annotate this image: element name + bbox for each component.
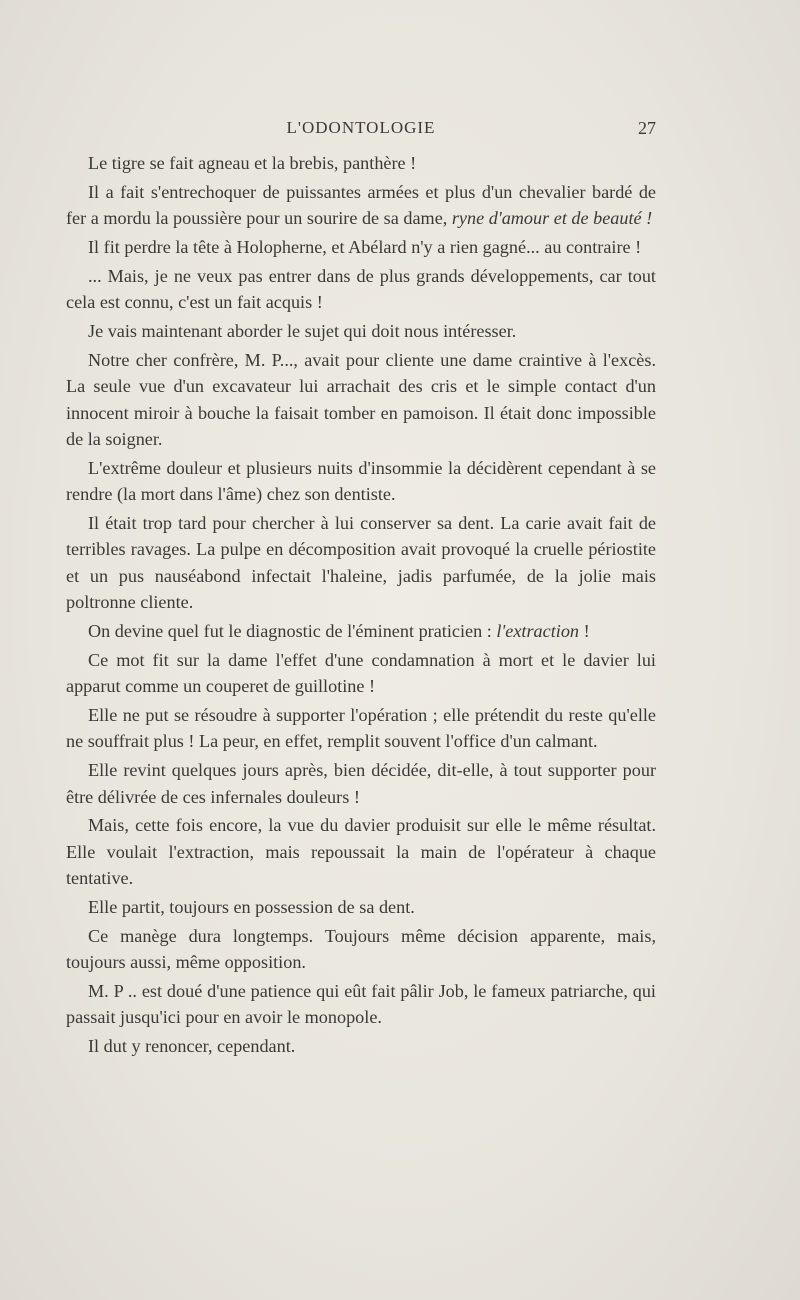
paragraph: Il dut y renoncer, cependant.: [88, 1036, 296, 1057]
paragraph: Notre cher confrère, M. P..., avait pour cliente une dame craintive à l'excès. La seule vue d'un excavateur lui arrachait des cris et le simple contact d'un innocent miroir à bouche la faisait tomber en pamoison. Il était donc impossible de la soigner.: [66, 349, 656, 450]
italic-phrase: l'extraction: [496, 621, 580, 642]
paragraph: Elle revint quelques jours après, bien décidée, dit-elle, à tout supporter pour être délivrée de ces infernales douleurs !: [66, 760, 656, 807]
running-title: L'ODONTOLOGIE: [286, 118, 436, 137]
paragraph: Il a fait s'entrechoquer de puissantes armées et plus d'un chevalier bardé de fer a mordu la poussière pour un sourire de sa dame, ryne d'amour et de beauté !: [66, 181, 656, 229]
paragraph: ... Mais, je ne veux pas entrer dans de plus grands développements, car tout cela est connu, c'est un fait acquis !: [66, 265, 656, 313]
paragraph: Je vais maintenant aborder le sujet qui doit nous intéresser.: [88, 321, 517, 341]
italic-phrase: ryne d'amour et de beauté !: [451, 208, 653, 229]
page-number: 27: [638, 118, 656, 138]
page-header: [66, 114, 656, 142]
body-text: [66, 150, 656, 1060]
paragraph: Elle partit, toujours en possession de sa dent.: [88, 897, 415, 918]
paragraph: Ce mot fit sur la dame l'effet d'une condamnation à mort et le davier lui apparut comme un couperet de guillotine !: [66, 649, 656, 697]
paragraph: On devine quel fut le diagnostic de l'éminent praticien : l'extraction !: [88, 621, 590, 642]
paragraph: Mais, cette fois encore, la vue du davier produisit sur elle le même résultat. Elle voulait l'extraction, mais repoussait la main de l'opérateur à chaque tentative.: [66, 815, 656, 889]
paragraph: Il fit perdre la tête à Holopherne, et Abélard n'y a rien gagné... au contraire !: [88, 237, 642, 257]
paragraph: L'extrême douleur et plusieurs nuits d'insommie la décidèrent cependant à se rendre (la mort dans l'âme) chez son dentiste.: [66, 457, 656, 505]
paragraph: Elle ne put se résoudre à supporter l'opération ; elle prétendit du reste qu'elle ne souffrait plus ! La peur, en effet, remplit souvent l'office d'un calmant.: [66, 705, 656, 752]
paragraph: Ce manège dura longtemps. Toujours même décision apparente, mais, toujours aussi, même opposition.: [66, 925, 656, 973]
paragraph: Le tigre se fait agneau et la brebis, panthère !: [88, 153, 417, 173]
paragraph: M. P .. est doué d'une patience qui eût fait pâlir Job, le fameux patriarche, qui passait jusqu'ici pour en avoir le monopole.: [66, 981, 656, 1028]
paragraph: Il était trop tard pour chercher à lui conserver sa dent. La carie avait fait de terribles ravages. La pulpe en décomposition avait provoqué la cruelle périostite et un pus nauséabond infectait l'haleine, jadis parfumée, de la jolie mais poltronne cliente.: [66, 513, 656, 613]
